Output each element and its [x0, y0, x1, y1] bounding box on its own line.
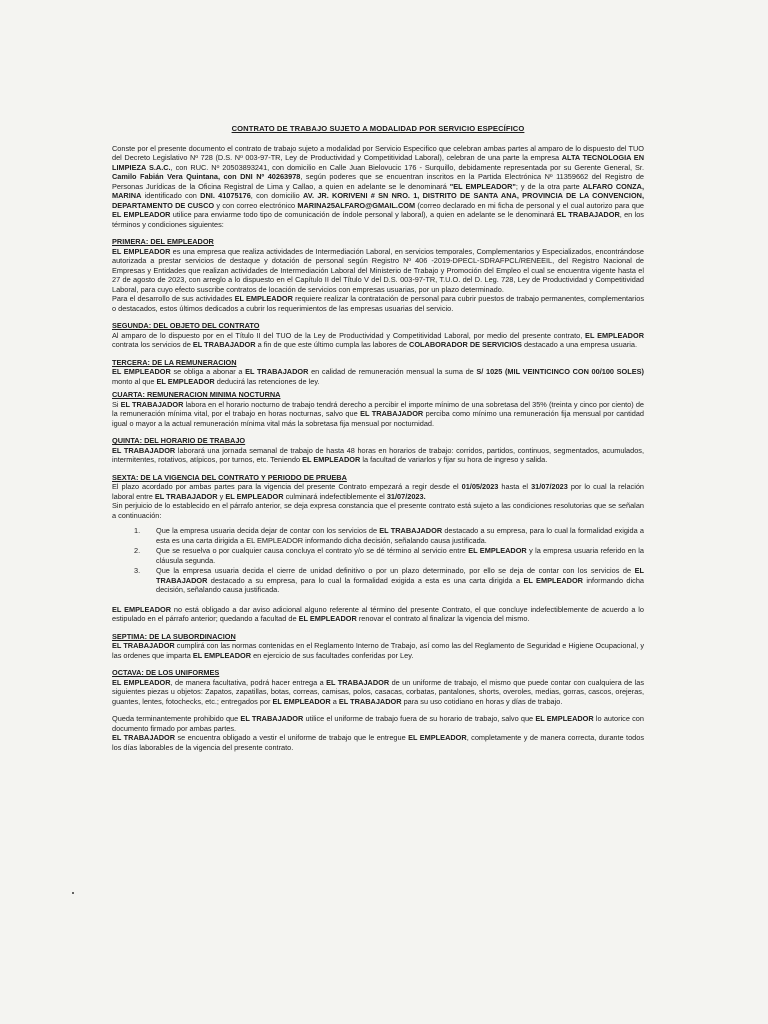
clause-heading-cuarta: CUARTA: REMUNERACION MINIMA NOCTURNA — [112, 390, 281, 399]
clause-heading-octava: OCTAVA: DE LOS UNIFORMES — [112, 668, 220, 677]
clause-primera-paragraph: EL EMPLEADOR es una empresa que realiza actividades de Intermediación Laboral, en servicios temporales, Complementarios y Especializados, encontrándose autorizada a prestar servicios de destaque y dotación de personal según Registro Nº 406 -2019-DPECL-SDRAFPCL/RENEEIL, del Registro Nacional de Empresas y Entidades que realizan actividades de Intermediación Laboral del Ministerio de Trabajo y Promoción del Empleo el cual se encuentra vigente hasta el 27 de agosto de 2023, con arreglo a lo dispuesto en el Capítulo II del Título V del D.S. 003-97-TR, T.U.O. del D. Leg. 728, Ley de Productividad y Competitividad Laboral, para cuyo efecto suscribe contratos de locación de servicios con empresas usuarias, por un plazo determinado. — [112, 246, 644, 294]
intro-paragraph: Conste por el presente documento el contrato de trabajo sujeto a modalidad por Servicio Especifico que celebran ambas partes al amparo de lo dispuesto del TUO del Decreto Legislativo Nº 728 (D.S. Nº 003-97-TR, Ley de Productividad y Competitividad Laboral), celebran de una parte la empresa ALTA TECNOLOGIA EN LIMPIEZA S.A.C., con RUC. Nº 20503893241, con domicilio en Calle Juan Bielovucic 176 - Surquillo, debidamente representada por su Gerente General, Sr. Camilo Fabián Vera Quintana, con DNI Nº 40263978, según poderes que se encuentran inscritos en la Partida Electrónica Nº 11359662 del Registro de Personas Jurídicas de la Oficina Registral de Lima y Callao, a quien en adelante se le denominará "EL EMPLEADOR"; y de la otra parte ALFARO CONZA, MARINA identificado con DNI. 41075176, con domicilio AV. JR. KORIVENI # SN NRO. 1, DISTRITO DE SANTA ANA, PROVINCIA DE LA CONVENCION, DEPARTAMENTO DE CUSCO y con correo electrónico MARINA25ALFARO@GMAIL.COM (correo declarado en mi ficha de personal y el cual autorizo para que EL EMPLEADOR utilice para enviarme todo tipo de comunicación de índole personal y laboral), a quien en adelante se le denominará EL TRABAJADOR, en los términos y condiciones siguientes: — [112, 143, 645, 229]
clause-tercera-paragraph: EL EMPLEADOR se obliga a abonar a EL TRABAJADOR en calidad de remuneración mensual la suma de S/ 1025 (MIL VEINTICINCO CON 00/100 SOLES) monto al que EL EMPLEADOR deducirá las retenciones de ley. — [112, 367, 644, 386]
list-item: 1. Que la empresa usuaria decida dejar de contar con los servicios de EL TRABAJADOR destacado a su empresa, para lo cual la formalidad exigida a esta es una carta dirigida a EL EMPLEADOR informando dicha decisión, señalando causa justificada. — [134, 526, 645, 545]
clause-sexta-closing: EL EMPLEADOR no está obligado a dar aviso adicional alguno referente al término del presente Contrato, el que concluye indefectiblemente de acuerdo a lo estipulado en el párrafo anterior; quedando a facultad de EL EMPLEADOR renovar el contrato al finalizar la vigencia del mismo. — [112, 604, 644, 623]
clause-sexta-paragraph-2: Sin perjuicio de lo establecido en el párrafo anterior, se deja expresa constancia que el presente contrato está sujeto a las condiciones resolutorias que se señalan a continuación: — [112, 501, 644, 520]
clause-heading-tercera: TERCERA: DE LA REMUNERACION — [112, 357, 237, 367]
clause-cuarta-paragraph: Si EL TRABAJADOR labora en el horario nocturno de trabajo tendrá derecho a percibir el importe mínimo de una sobretasa del 35% (treinta y cinco por ciento) de la remuneración mínima vital, por el trabajo en horas nocturnas, salvo que EL TRABAJADOR perciba como mínimo una remuneración fija mensual por cantidad igual o mayor a la actual remuneración mínima vital más la sobretasa fija mensual por nocturnidad. — [112, 399, 644, 428]
clause-primera-paragraph-2: Para el desarrollo de sus actividades EL EMPLEADOR requiere realizar la contratación de personal para cubrir puestos de trabajo permanentes, complementarios o destacados, estos últimos dedicados a cubrir los requerimientos de las empresas usuarias del servicio. — [112, 294, 644, 313]
clause-octava-paragraph: EL EMPLEADOR, de manera facultativa, podrá hacer entrega a EL TRABAJADOR de un uniforme de trabajo, el mismo que puede contar con cualquiera de las siguientes piezas u objetos: Zapatos, zapatillas, botas, correas, camisas, polos, casacas, corbatas, pantalones, shorts, overoles, medias, gorras, cascos, orejeras, guantes, lentes, fotochecks, etc.; entregados por EL EMPLEADOR a EL TRABAJADOR para su uso cotidiano en horas y días de trabajo. — [112, 677, 644, 706]
clause-heading-sexta: SEXTA: DE LA VIGENCIA DEL CONTRATO Y PERIODO DE PRUEBA — [112, 472, 347, 482]
clause-quinta-paragraph: EL TRABAJADOR laborará una jornada semanal de trabajo de hasta 48 horas en horarios de trabajo: corridos, partidos, continuos, segmentados, acumulados, intermitentes, rotativos, atípicos, por turnos, etc. Teniendo EL EMPLEADOR la facultad de variarlos y fijar su hora de ingreso y salida. — [112, 445, 645, 464]
clause-heading-segunda: SEGUNDA: DEL OBJETO DEL CONTRATO — [112, 321, 260, 330]
list-item: 2. Que se resuelva o por cualquier causa concluya el contrato y/o se dé término al servicio entre EL EMPLEADOR y la empresa usuaria referido en la cláusula segunda. — [134, 546, 644, 565]
clause-heading-septima: SEPTIMA: DE LA SUBORDINACION — [112, 631, 236, 641]
clause-octava-paragraph-2: Queda terminantemente prohibido que EL TRABAJADOR utilice el uniforme de trabajo fuera de su horario de trabajo, salvo que EL EMPLEADOR lo autorice con documento firmado por ambas partes. — [112, 714, 644, 733]
resolutory-conditions-list — [112, 526, 644, 595]
clause-octava-paragraph-3: EL TRABAJADOR se encuentra obligado a vestir el uniforme de trabajo que le entregue EL EMPLEADOR, completamente y de manera correcta, durante todos los días laborables de la vigencia del presente contrato. — [112, 733, 645, 752]
contract-body — [112, 124, 644, 752]
clause-heading-primera: PRIMERA: DEL EMPLEADOR — [112, 237, 214, 246]
clause-segunda-paragraph: Al amparo de lo dispuesto por en el Título II del TUO de la Ley de Productividad y Competitividad Laboral, por medio del presente contrato, EL EMPLEADOR contrata los servicios de EL TRABAJADOR a fin de que este último cumpla las labores de COLABORADOR DE SERVICIOS destacado a una empresa usuaria. — [112, 330, 645, 349]
clause-septima-paragraph: EL TRABAJADOR cumplirá con las normas contenidas en el Reglamento Interno de Trabajo, así como las del Reglamento de Seguridad e Higiene Ocupacional, y las ordenes que imparta EL EMPLEADOR en ejercicio de sus facultades conferidas por Ley. — [112, 641, 644, 660]
contract-title: CONTRATO DE TRABAJO SUJETO A MODALIDAD POR SERVICIO ESPECÍFICO — [231, 124, 525, 133]
scan-speck — [72, 892, 74, 894]
clause-sexta-paragraph: El plazo acordado por ambas partes para la vigencia del presente Contrato empezará a regir desde el 01/05/2023 hasta el 31/07/2023 por lo cual la relación laboral entre EL TRABAJADOR y EL EMPLEADOR culminará indefectiblemente el 31/07/2023. — [112, 482, 645, 501]
clause-heading-quinta: QUINTA: DEL HORARIO DE TRABAJO — [112, 436, 246, 445]
list-item: 3. Que la empresa usuaria decida el cierre de unidad definitivo o por un plazo determinado, por ello se deja de contar con los servicios de EL TRABAJADOR destacado a su empresa, para lo cual la formalidad exigida a esta es una carta dirigida a EL EMPLEADOR informando dicha decisión, señalando causa justificada. — [134, 566, 644, 594]
